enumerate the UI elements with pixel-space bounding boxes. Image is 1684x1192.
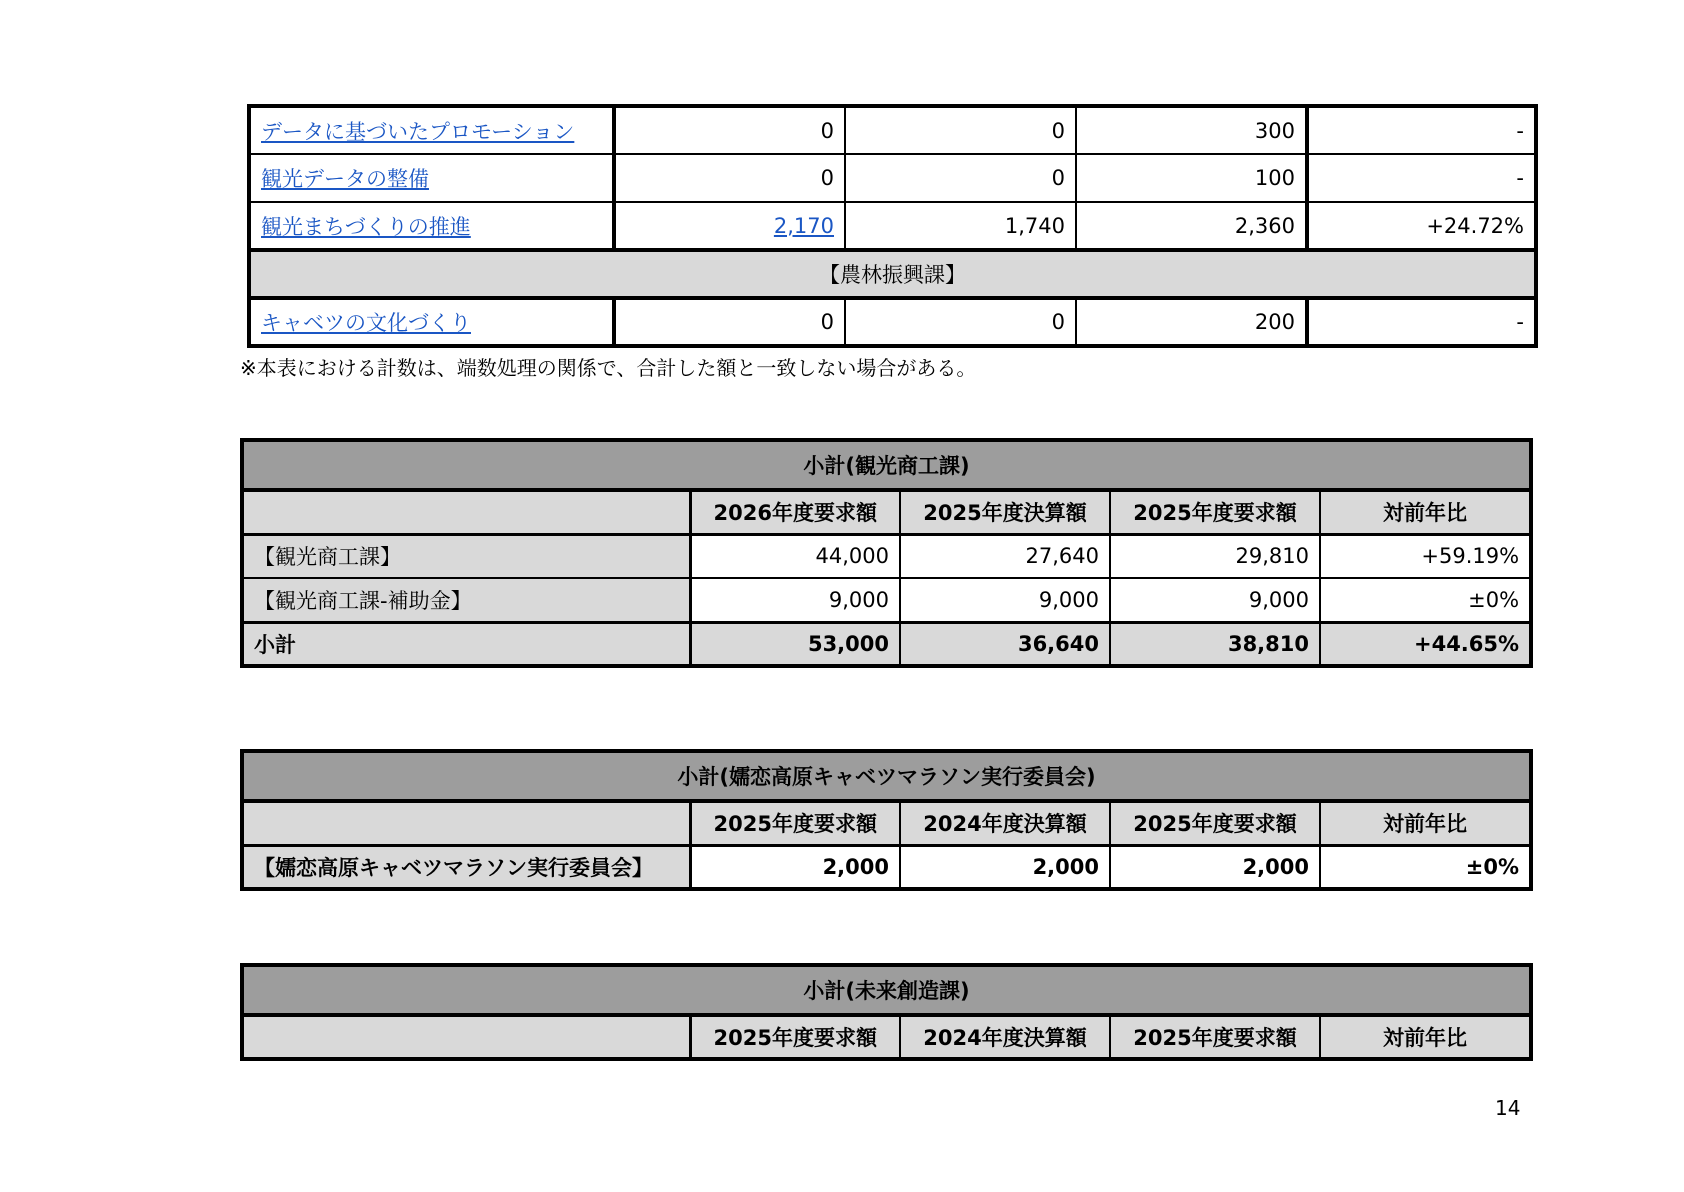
table-title: 小計(嬬恋高原キャベツマラソン実行委員会) [242,751,1531,801]
header-row [242,490,1531,534]
table-row [249,154,1536,202]
value-cell: 300 [1076,106,1307,154]
subtotal-kanko-table [240,438,1533,668]
row-label: 【観光商工課-補助金】 [242,578,690,622]
table-row [242,578,1531,622]
ratio-cell: +44.65% [1320,622,1531,666]
page-number: 14 [1495,1096,1521,1120]
value-cell: 0 [845,154,1076,202]
project-name-cell [249,202,614,250]
value-cell: 0 [614,106,845,154]
row-label: 小計 [242,622,690,666]
column-header: 2025年度要求額 [690,801,900,845]
ratio-cell: ±0% [1320,578,1531,622]
subtotal-marathon-table [240,749,1533,891]
value-cell: 1,740 [845,202,1076,250]
value-cell: 9,000 [690,578,900,622]
title-row [242,440,1531,490]
header-blank [242,801,690,845]
column-header: 2024年度決算額 [900,801,1110,845]
project-name-cell [249,106,614,154]
value-cell: 2,000 [690,845,900,889]
column-header: 2024年度決算額 [900,1015,1110,1059]
project-link[interactable]: キャベツの文化づくり [261,311,471,335]
value-cell: 44,000 [690,534,900,578]
value-cell: 27,640 [900,534,1110,578]
value-cell: 9,000 [900,578,1110,622]
header-blank [242,1015,690,1059]
column-header: 対前年比 [1320,801,1531,845]
value-cell: 29,810 [1110,534,1320,578]
ratio-cell: - [1307,154,1536,202]
value-cell: 200 [1076,298,1307,346]
value-cell [614,202,845,250]
row-label: 【観光商工課】 [242,534,690,578]
value-cell: 0 [614,298,845,346]
value-cell: 53,000 [690,622,900,666]
table-row [249,106,1536,154]
subtotal-mirai-table [240,963,1533,1061]
project-link[interactable]: 観光データの整備 [261,167,429,191]
table-row [242,845,1531,889]
header-row [242,1015,1531,1059]
value-cell: 0 [845,298,1076,346]
row-label: 【嬬恋高原キャベツマラソン実行委員会】 [242,845,690,889]
column-header: 2025年度要求額 [1110,1015,1320,1059]
ratio-cell: +59.19% [1320,534,1531,578]
table-row [242,534,1531,578]
header-blank [242,490,690,534]
value-cell: 2,000 [1110,845,1320,889]
title-row [242,751,1531,801]
column-header: 2025年度要求額 [1110,490,1320,534]
ratio-cell: ±0% [1320,845,1531,889]
column-header: 2026年度要求額 [690,490,900,534]
value-cell: 100 [1076,154,1307,202]
project-budget-table [247,104,1538,348]
column-header: 対前年比 [1320,1015,1531,1059]
value-link[interactable]: 2,170 [773,213,834,238]
table-row [249,298,1536,346]
value-cell: 0 [845,106,1076,154]
column-header: 2025年度決算額 [900,490,1110,534]
value-cell: 2,000 [900,845,1110,889]
value-cell: 2,360 [1076,202,1307,250]
project-name-cell [249,298,614,346]
value-cell: 0 [614,154,845,202]
table-title: 小計(未来創造課) [242,965,1531,1015]
ratio-cell: - [1307,106,1536,154]
project-name-cell [249,154,614,202]
table-title: 小計(観光商工課) [242,440,1531,490]
title-row [242,965,1531,1015]
table-row [249,202,1536,250]
header-row [242,801,1531,845]
ratio-cell: - [1307,298,1536,346]
column-header: 2025年度要求額 [1110,801,1320,845]
project-link[interactable]: 観光まちづくりの推進 [261,214,471,239]
column-header: 2025年度要求額 [690,1015,900,1059]
total-row [242,622,1531,666]
value-cell: 9,000 [1110,578,1320,622]
column-header: 対前年比 [1320,490,1531,534]
value-cell: 38,810 [1110,622,1320,666]
footnote: ※本表における計数は、端数処理の関係で、合計した額と一致しない場合がある。 [240,356,977,380]
value-cell: 36,640 [900,622,1110,666]
ratio-cell: +24.72% [1307,202,1536,250]
section-title: 【農林振興課】 [249,250,1536,298]
section-header-row [249,250,1536,298]
project-link[interactable]: データに基づいたプロモーション [261,119,575,144]
